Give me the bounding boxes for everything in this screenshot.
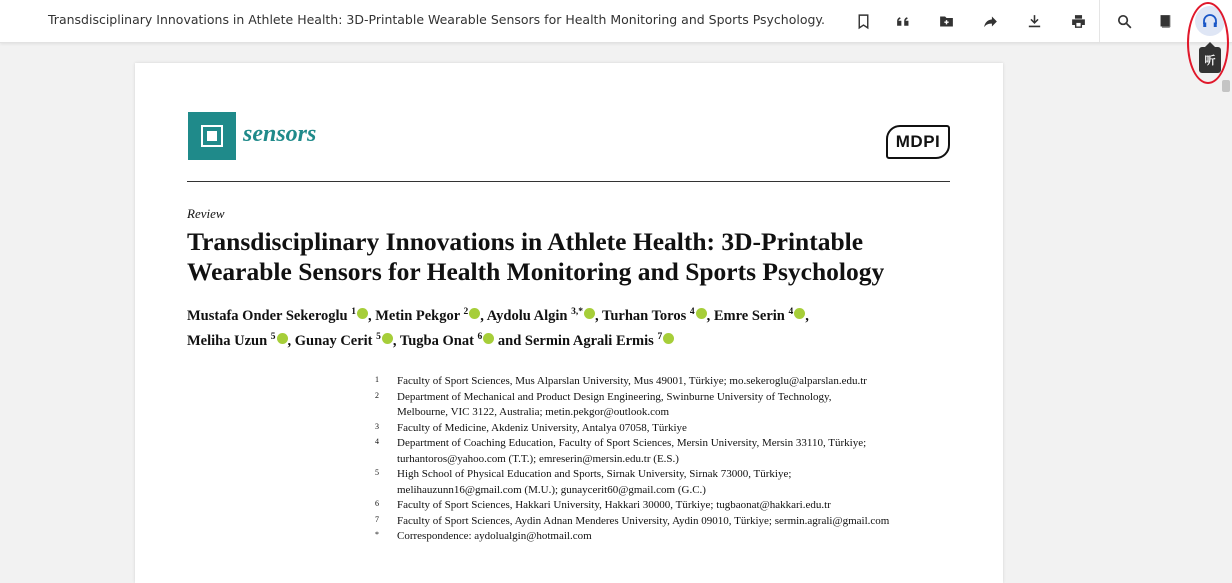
- print-button[interactable]: [1066, 9, 1090, 33]
- author-name[interactable]: Emre Serin: [713, 307, 789, 324]
- author-separator: ,: [287, 332, 295, 349]
- affiliation-item: [375, 467, 975, 498]
- reader-mode-button[interactable]: [1153, 9, 1177, 33]
- orcid-icon[interactable]: [357, 308, 368, 319]
- author-affiliation-ref: 5: [376, 331, 381, 342]
- publisher-logo: MDPI: [886, 125, 950, 159]
- orcid-icon[interactable]: [584, 308, 595, 319]
- author-affiliation-ref: 2: [463, 307, 469, 317]
- affiliation-number: 3: [375, 421, 379, 431]
- author-name[interactable]: Meliha Uzun: [187, 332, 271, 349]
- author-name[interactable]: Tugba Onat: [399, 332, 478, 349]
- share-icon: [982, 13, 999, 30]
- reader-icon: [1157, 13, 1174, 30]
- affiliation-line: Faculty of Medicine, Akdeniz University, Antalya 07058, Türkiye: [397, 421, 687, 434]
- author-list: [187, 302, 967, 352]
- toolbar-divider: [1099, 0, 1100, 42]
- affiliation-text: [397, 514, 889, 530]
- affiliation-line: turhantoros@yahoo.com (T.T.); emreserin@mersin.edu.tr (E.S.): [397, 452, 679, 465]
- author-affiliation-ref: 3,*: [571, 307, 583, 317]
- affiliation-line: Faculty of Sport Sciences, Aydin Adnan Menderes University, Aydin 09010, Türkiye; sermin.agrali@gmail.com: [397, 514, 890, 527]
- author-separator: ,: [805, 307, 809, 324]
- search-icon: [1116, 13, 1133, 30]
- affiliation-number: 7: [375, 514, 379, 524]
- affiliation-number: 4: [375, 437, 379, 446]
- add-to-folder-icon: [938, 13, 955, 30]
- article-type: Review: [187, 206, 225, 221]
- author-affiliation-ref: 4: [788, 307, 794, 317]
- author-affiliation-ref: 5: [270, 331, 276, 342]
- bookmark-icon: [855, 13, 872, 30]
- orcid-icon[interactable]: [483, 333, 494, 344]
- author-name[interactable]: Metin Pekgor: [375, 307, 464, 324]
- affiliation-number: 2: [375, 390, 379, 400]
- author-separator: and: [494, 332, 525, 349]
- affiliation-list: [375, 374, 975, 545]
- affiliation-number: *: [375, 530, 379, 539]
- header-rule: [187, 181, 950, 182]
- author-name[interactable]: Turhan Toros: [601, 307, 690, 324]
- quote-icon: [895, 13, 912, 30]
- affiliation-line: melihauzunn16@gmail.com (M.U.); gunaycerit60@gmail.com (G.C.): [397, 483, 706, 496]
- affiliation-item: [375, 514, 975, 530]
- affiliation-item: [375, 421, 975, 437]
- pdf-page: [135, 63, 1003, 583]
- affiliation-text: [397, 390, 832, 421]
- cite-button[interactable]: [891, 9, 915, 33]
- author-separator: ,: [392, 332, 400, 349]
- affiliation-item: [375, 436, 975, 467]
- affiliation-number: 6: [375, 499, 379, 508]
- affiliation-text: [397, 421, 687, 437]
- author-separator: ,: [480, 307, 487, 324]
- author-separator: ,: [367, 307, 376, 324]
- orcid-icon[interactable]: [696, 308, 707, 319]
- author-name[interactable]: Aydolu Algin: [486, 307, 572, 324]
- add-to-collection-button[interactable]: [934, 9, 958, 33]
- orcid-icon[interactable]: [277, 333, 288, 344]
- journal-name: sensors: [243, 121, 317, 147]
- orcid-icon[interactable]: [663, 333, 674, 344]
- document-title: Transdisciplinary Innovations in Athlete Health: 3D-Printable Wearable Sensors for Health Monitoring and Sports Psychology.: [48, 12, 826, 27]
- author-affiliation-ref: 6: [477, 331, 483, 342]
- affiliation-line: Department of Mechanical and Product Design Engineering, Swinburne University of Technology,: [397, 390, 832, 403]
- affiliation-item: [375, 374, 975, 390]
- affiliation-text: [397, 529, 592, 545]
- author-affiliation-ref: 7: [657, 331, 663, 342]
- author-name[interactable]: Mustafa Onder Sekeroglu: [187, 307, 352, 324]
- download-icon: [1026, 13, 1043, 30]
- listen-tooltip: 听: [1199, 47, 1221, 73]
- paper-title: Transdisciplinary Innovations in Athlete Health: 3D-Printable Wearable Sensors for Health Monitoring and Sports Psychology: [187, 227, 885, 286]
- affiliation-item: [375, 390, 975, 421]
- author-affiliation-ref: 1: [351, 307, 356, 317]
- affiliation-line: Faculty of Sport Sciences, Hakkari University, Hakkari 30000, Türkiye; tugbaonat@hakkari.edu.tr: [397, 499, 831, 511]
- affiliation-line: Department of Coaching Education, Faculty of Sport Sciences, Mersin University, Mersin 33110, Türkiye;: [397, 437, 867, 449]
- download-button[interactable]: [1022, 9, 1046, 33]
- listen-button[interactable]: [1195, 6, 1225, 36]
- search-button[interactable]: [1112, 9, 1136, 33]
- affiliation-line: Melbourne, VIC 3122, Australia; metin.pekgor@outlook.com: [397, 406, 670, 418]
- affiliation-item: [375, 498, 975, 514]
- scrollbar-thumb[interactable]: [1222, 80, 1230, 92]
- affiliation-text: [397, 436, 866, 467]
- author-separator: ,: [594, 307, 602, 324]
- author-name[interactable]: Gunay Cerit: [294, 332, 377, 349]
- affiliation-number: 1: [375, 375, 379, 384]
- affiliation-text: [397, 374, 867, 390]
- share-button[interactable]: [978, 9, 1002, 33]
- print-icon: [1070, 13, 1087, 30]
- headphones-icon: [1201, 12, 1219, 30]
- orcid-icon[interactable]: [469, 308, 480, 319]
- affiliation-line: High School of Physical Education and Sports, Sirnak University, Sirnak 73000, Türkiye;: [397, 468, 792, 480]
- affiliation-line: Faculty of Sport Sciences, Mus Alparslan University, Mus 49001, Türkiye; mo.sekeroglu@alparslan.edu.tr: [397, 375, 867, 387]
- affiliation-number: 5: [375, 468, 379, 477]
- top-toolbar: [0, 0, 1232, 43]
- orcid-icon[interactable]: [382, 333, 393, 344]
- affiliation-line: Correspondence: aydolualgin@hotmail.com: [397, 530, 592, 542]
- affiliation-text: [397, 498, 831, 514]
- sensors-logo-icon: [188, 112, 236, 160]
- bookmark-button[interactable]: [851, 9, 875, 33]
- orcid-icon[interactable]: [794, 308, 805, 319]
- author-name[interactable]: Sermin Agrali Ermis: [524, 332, 658, 349]
- author-separator: ,: [706, 307, 714, 324]
- author-affiliation-ref: 4: [689, 307, 695, 317]
- affiliation-text: [397, 467, 791, 498]
- affiliation-item: [375, 529, 975, 545]
